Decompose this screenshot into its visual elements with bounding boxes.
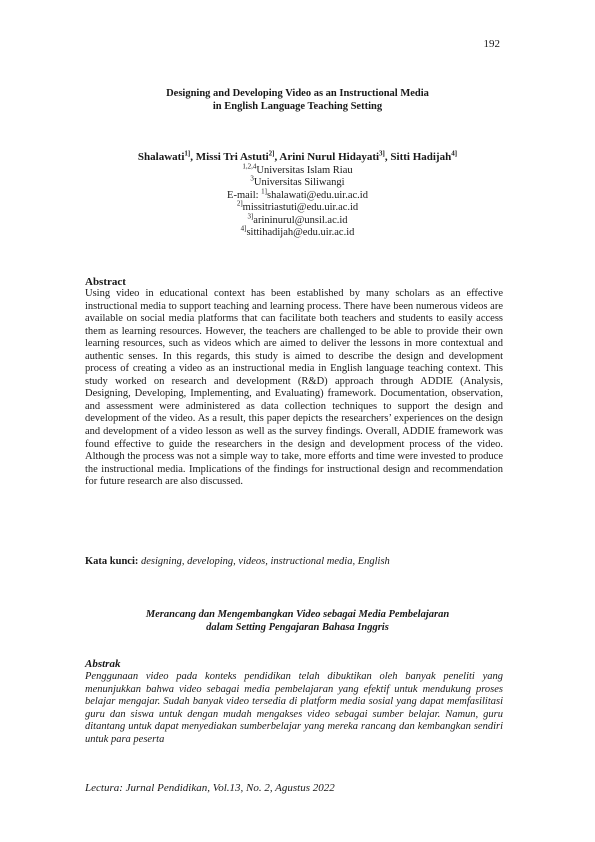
paper-title-english (85, 87, 510, 113)
email-marker: 3] (247, 212, 254, 221)
author-marker: 1] (184, 149, 191, 158)
email-line (85, 212, 510, 227)
affiliation-marker: 1,2,4 (242, 162, 257, 171)
abstract-english-body: Using video in educational context has been established by many scholars as an effective instructional media to support teaching and learning process. There have been numerous videos are available on social media platforms that can facilitate both teachers and students to easily access them as learning resources. However, the teachers are challenged to be able to provide their own learning resources, such as videos which are aimed to deliver the lessons in more contextual and authentic senses. In this regards, this study is aimed to describe the design and development process of creating a video as an instructional media in English language teaching context. This study worked on research and development (R&D) approach through ADDIE (Analysis, Designing, Developing, Implementing, and Evaluating) framework. Documentation, observation, and assessment were administered as data collection techniques to support the design and development of the video. As a result, this paper depicts the researchers’ experiences on the design and development of a video lesson as well as the survey findings. Overall, ADDIE framework was found effective to guide the researchers in the design and development process of the video. Although the process was not a simple way to take, more efforts and time were invested to produce the instructional media. Implications of the findings for instructional design and recommendation for future research are also discussed. (85, 288, 503, 488)
author-name: Missi Tri Astuti (195, 151, 269, 163)
author-name: Sitti Hadijah (390, 151, 452, 163)
abstract-indonesian-body: Penggunaan video pada konteks pendidikan telah dibuktikan oleh banyak peneliti yang menunjukkan bahwa video sebagai media pembelajaran yang efektif untuk mendukung proses belajar mengajar. Sudah banyak video tersedia di platform media sosial yang dapat memfasilitasi guru dan siswa untuk dengan mudah mengakses video sebagai sumber belajar. Namun, guru ditantang untuk dapat menyediakan sumberbelajar yang mereka rancang dan kembangkan sendiri untuk para peserta (85, 671, 503, 745)
email-address: missitriastuti@edu.uir.ac.id (242, 202, 359, 214)
email-line (85, 224, 510, 239)
title-id-line-2: dalam Setting Pengajaran Bahasa Inggris (206, 622, 389, 633)
author-marker: 4] (451, 149, 458, 158)
affiliation-text: Universitas Islam Riau (256, 165, 353, 176)
title-id-line-1: Merancang dan Mengembangkan Video sebagai Media Pembelajaran (145, 609, 450, 620)
email-marker: 1] (261, 187, 268, 196)
title-en-line-1: Designing and Developing Video as an Instructional Media (166, 88, 429, 99)
author-marker: 2] (268, 149, 275, 158)
affiliations (85, 162, 510, 239)
affiliation-line (85, 162, 510, 177)
author-name: Shalawati (137, 151, 185, 163)
email-address: sittihadijah@edu.uir.ac.id (246, 227, 355, 239)
author-marker: 3] (379, 149, 385, 158)
author-name: Arini Nurul Hidayati (279, 151, 380, 163)
title-en-line-2: in English Language Teaching Setting (212, 101, 383, 112)
affiliation-line (85, 174, 510, 189)
abstract-heading: Abstract (85, 276, 126, 288)
keywords-terms: designing, developing, videos, instructional media, English (138, 556, 390, 567)
email-marker: 4] (240, 224, 247, 233)
email-line (85, 187, 510, 202)
affiliation-marker: 3 (250, 174, 254, 183)
keywords (85, 556, 390, 567)
author-list: Shalawati$^{1]}$, Missi Tri Astuti$^{2]}$, Arini Nurul Hidayati$^{3]}$, Sitti Hadijah$^{4]}$ (137, 149, 458, 163)
affiliation-text: Universitas Siliwangi (253, 177, 345, 189)
keywords-label: Kata kunci: (85, 556, 139, 567)
paper-title-indonesian (85, 608, 510, 634)
email-marker: 2] (236, 199, 243, 208)
email-line (85, 199, 510, 214)
abstrak-heading: Abstrak (85, 658, 121, 670)
page-number: 192 (483, 38, 500, 50)
email-address: arininurul@unsil.ac.id (253, 214, 348, 226)
journal-footer: Lectura: Jurnal Pendidikan, Vol.13, No. 2, Agustus 2022 (85, 782, 335, 794)
email-prefix: E-mail: (227, 189, 262, 201)
email-address: shalawati@edu.uir.ac.id (267, 189, 368, 201)
